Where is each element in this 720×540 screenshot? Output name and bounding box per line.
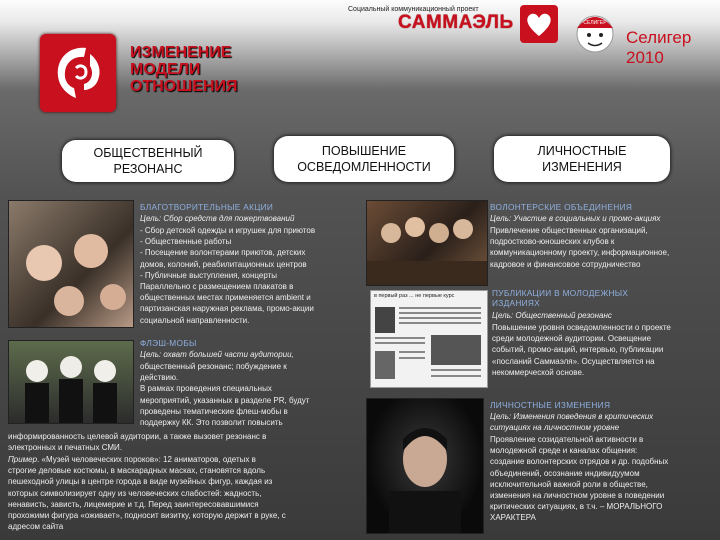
title-line-3: ОТНОШЕНИЯ [130,78,238,95]
flashmob-body-continued: информированность целевой аудитории, а также вызовет резонанс в электронных и печатных СМИ. [8,432,267,453]
volunteer-goal: Цель: Участие в социальных и промо-акциях [490,214,661,223]
personal-goal: Цель: Изменения поведения в критических ситуациях на личностном уровне [490,412,654,432]
example-label: Пример [8,455,38,464]
charity-heading: БЛАГОТВОРИТЕЛЬНЫЕ АКЦИИ [140,202,274,212]
flashmob-example [8,454,286,532]
volunteer-heading: ВОЛОНТЕРСКИЕ ОБЪЕДИНЕНИЯ [490,202,633,212]
newspaper-image [370,290,488,388]
personal-body: Проявление созидательной активности в молодежной среде и каналах общения: создание волонтерских отрядов и др. подобных объединений, осознание индивидуумом исключительной важной роли в обществе, изменения на личностном уровне в поведении критических ситуациях, в т.ч. – МОРАЛЬНОГО ХАРАКТЕРА [490,435,669,523]
project-logo [40,34,116,112]
charity-goal: Цель: Сбор средств для пожертвований [140,214,295,223]
flashmob-body: общественный резонанс; побуждение к действию. В рамках проведения специальных мероприятий, указанных в разделе PR, будут проведены тематические флеш-мобы в поддержку КК. Это позволит повысить [140,362,310,428]
mimes-photo [8,340,134,424]
personal-changes-label: ЛИЧНОСТНЫЕ ИЗМЕНЕНИЯ [537,144,627,174]
mascot-icon [572,4,618,54]
social-resonance-button[interactable] [62,140,234,182]
volunteers-photo [366,200,488,286]
brand-name: САММАЭЛЬ [398,12,514,33]
heart-icon [524,9,554,39]
awareness-label: ПОВЫШЕНИЕ ОСВЕДОМЛЕННОСТИ [297,144,431,174]
thinking-man-photo [366,398,484,534]
publications-goal: Цель: Общественный резонанс [492,311,612,320]
flashmob-heading: ФЛЭШ-МОБЫ [140,338,197,348]
title-line-2: МОДЕЛИ [130,61,201,78]
example-text: . «Музей человеческих пороков»: 12 аниматоров, одетых в строгие деловые костюмы, в маскарадных масках, становятся вдоль пешеходной улицы в центре города в виде музейных фигур, каждая из которых символизирует одну из человеческих слабостей: жадность, ненависть, зависть, лицемерие и т.д. Перед заинтересовавшимися прохожими фигура «оживает», подносит визитку, которую держит в руке, с адресом сайта [8,455,286,532]
awareness-button[interactable] [274,136,454,182]
charity-body: - Сбор детской одежды и игрушек для приютов - Общественные работы - Посещение волонтерами приютов, детских домов, колоний, реабилитационных центров - Публичные выступления, концерты Параллельно с размещением плакатов в общественных местах применяется ambient и партизанская наружная реклама, промо-акции социальной направленности. [140,226,316,325]
event-name: Селигер 2010 [626,28,692,67]
social-resonance-label: ОБЩЕСТВЕННЫЙ РЕЗОНАНС [93,146,203,176]
volunteer-body: Привлечение общественных организаций, подростково-юношеских клубов к коммуникационному проекту, информационное, кадровое и финансовое сотрудничество [490,226,670,269]
publications-heading: ПУБЛИКАЦИИ В МОЛОДЕЖНЫХ ИЗДАНИЯХ [492,288,629,308]
face-swirl-icon [46,40,110,106]
publications-body: Повышение уровня осведомленности о проекте среди молодежной аудитории. Освещение событий, промо-акций, интервью, публикации «посланий Саммаэля». Осуществляется на некоммерческой основе. [492,323,671,377]
personal-heading: ЛИЧНОСТНЫЕ ИЗМЕНЕНИЯ [490,400,611,410]
main-title [130,44,238,95]
flashmob-goal: Цель: охват большей части аудитории, [140,350,294,359]
mascot-logo [572,4,618,54]
heart-logo [520,5,558,43]
badge-label: СЕЛИГЕР [583,20,607,26]
title-line-1: ИЗМЕНЕНИЕ [130,44,232,61]
project-caption: Социальный коммуникационный проект [348,6,479,13]
children-photo [8,200,134,328]
newspaper-headline: в первый раз ... не первые курс [374,293,455,299]
personal-changes-button[interactable] [494,136,670,182]
